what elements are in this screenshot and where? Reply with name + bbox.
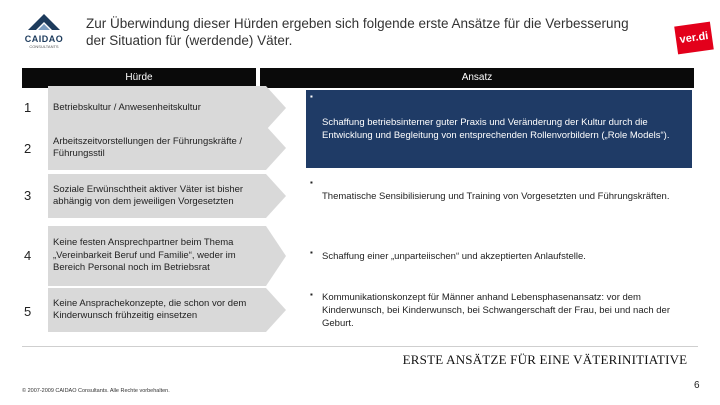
- row-number: 4: [24, 248, 32, 263]
- huerde-text: Soziale Erwünschtheit aktiver Väter ist bisher abhängig von dem jeweiligen Vorgesetzten: [53, 183, 244, 207]
- huerde-arrow: [48, 288, 288, 332]
- ansatz-box-highlighted: [306, 90, 692, 168]
- caidao-logo-icon: [26, 10, 62, 32]
- huerde-text: Arbeitszeitvorstellungen der Führungskräfte / Führungsstil: [53, 135, 243, 159]
- page-number: 6: [694, 380, 700, 391]
- page-title: Zur Überwindung dieser Hürden ergeben sich folgende erste Ansätze für die Verbesserung der Situation für (werdende) Väter.: [86, 16, 629, 48]
- huerde-arrow: [48, 126, 288, 170]
- caidao-logo: [18, 10, 70, 50]
- row-number: 5: [24, 304, 32, 319]
- verdi-logo: ver.di: [674, 22, 714, 55]
- huerde-arrow: [48, 226, 288, 286]
- footer-divider: [22, 346, 698, 347]
- row-number: 2: [24, 141, 32, 156]
- row-number: 3: [24, 188, 32, 203]
- huerde-text: Betriebskultur / Anwesenheitskultur: [53, 101, 201, 113]
- column-header-ansatz: Ansatz: [260, 68, 694, 88]
- caidao-logo-subtext: CONSULTANTS: [29, 44, 59, 49]
- huerde-arrow: [48, 174, 288, 218]
- bullet-icon: ▪: [310, 92, 313, 101]
- huerde-text: Keine Ansprachekonzepte, die schon vor dem Kinderwunsch frühzeitig einsetzen: [53, 297, 247, 321]
- ansatz-box: [306, 288, 692, 332]
- huerde-arrow: [48, 86, 288, 130]
- ansatz-box: [306, 246, 692, 266]
- caidao-logo-text: CAIDAO: [24, 34, 64, 44]
- column-header-huerde: Hürde: [22, 68, 256, 88]
- bullet-icon: ▪: [310, 178, 313, 187]
- ansatz-text: Schaffung einer „unparteiischen“ und akzeptierten Anlaufstelle.: [322, 250, 586, 262]
- ansatz-text: Kommunikationskonzept für Männer anhand Lebensphasenansatz: vor dem Kinderwunsch, bei Kinderwunsch, bei Schwangerschaft der Frau, bei und nach der Geburt.: [322, 291, 671, 329]
- ansatz-text: Schaffung betriebsinterner guter Praxis und Veränderung der Kultur durch die Entwicklung und Begleitung von entsprechenden Rollenvorbildern („Role Models“).: [322, 117, 670, 141]
- copyright-notice: © 2007-2009 CAIDAO Consultants. Alle Rechte vorbehalten.: [22, 388, 170, 394]
- bullet-icon: ▪: [310, 290, 313, 299]
- row-number: 1: [24, 100, 32, 115]
- ansatz-box: [306, 176, 692, 216]
- huerde-text: Keine festen Ansprechpartner beim Thema „Vereinbarkeit Beruf und Familie“, weder im Bereich Personal noch im Betriebsrat: [53, 237, 236, 274]
- bullet-icon: ▪: [310, 248, 313, 257]
- ansatz-text: Thematische Sensibilisierung und Training von Vorgesetzten und Führungskräften.: [322, 190, 670, 202]
- section-title: ERSTE ANSÄTZE FÜR EINE VÄTERINITIATIVE: [402, 352, 688, 367]
